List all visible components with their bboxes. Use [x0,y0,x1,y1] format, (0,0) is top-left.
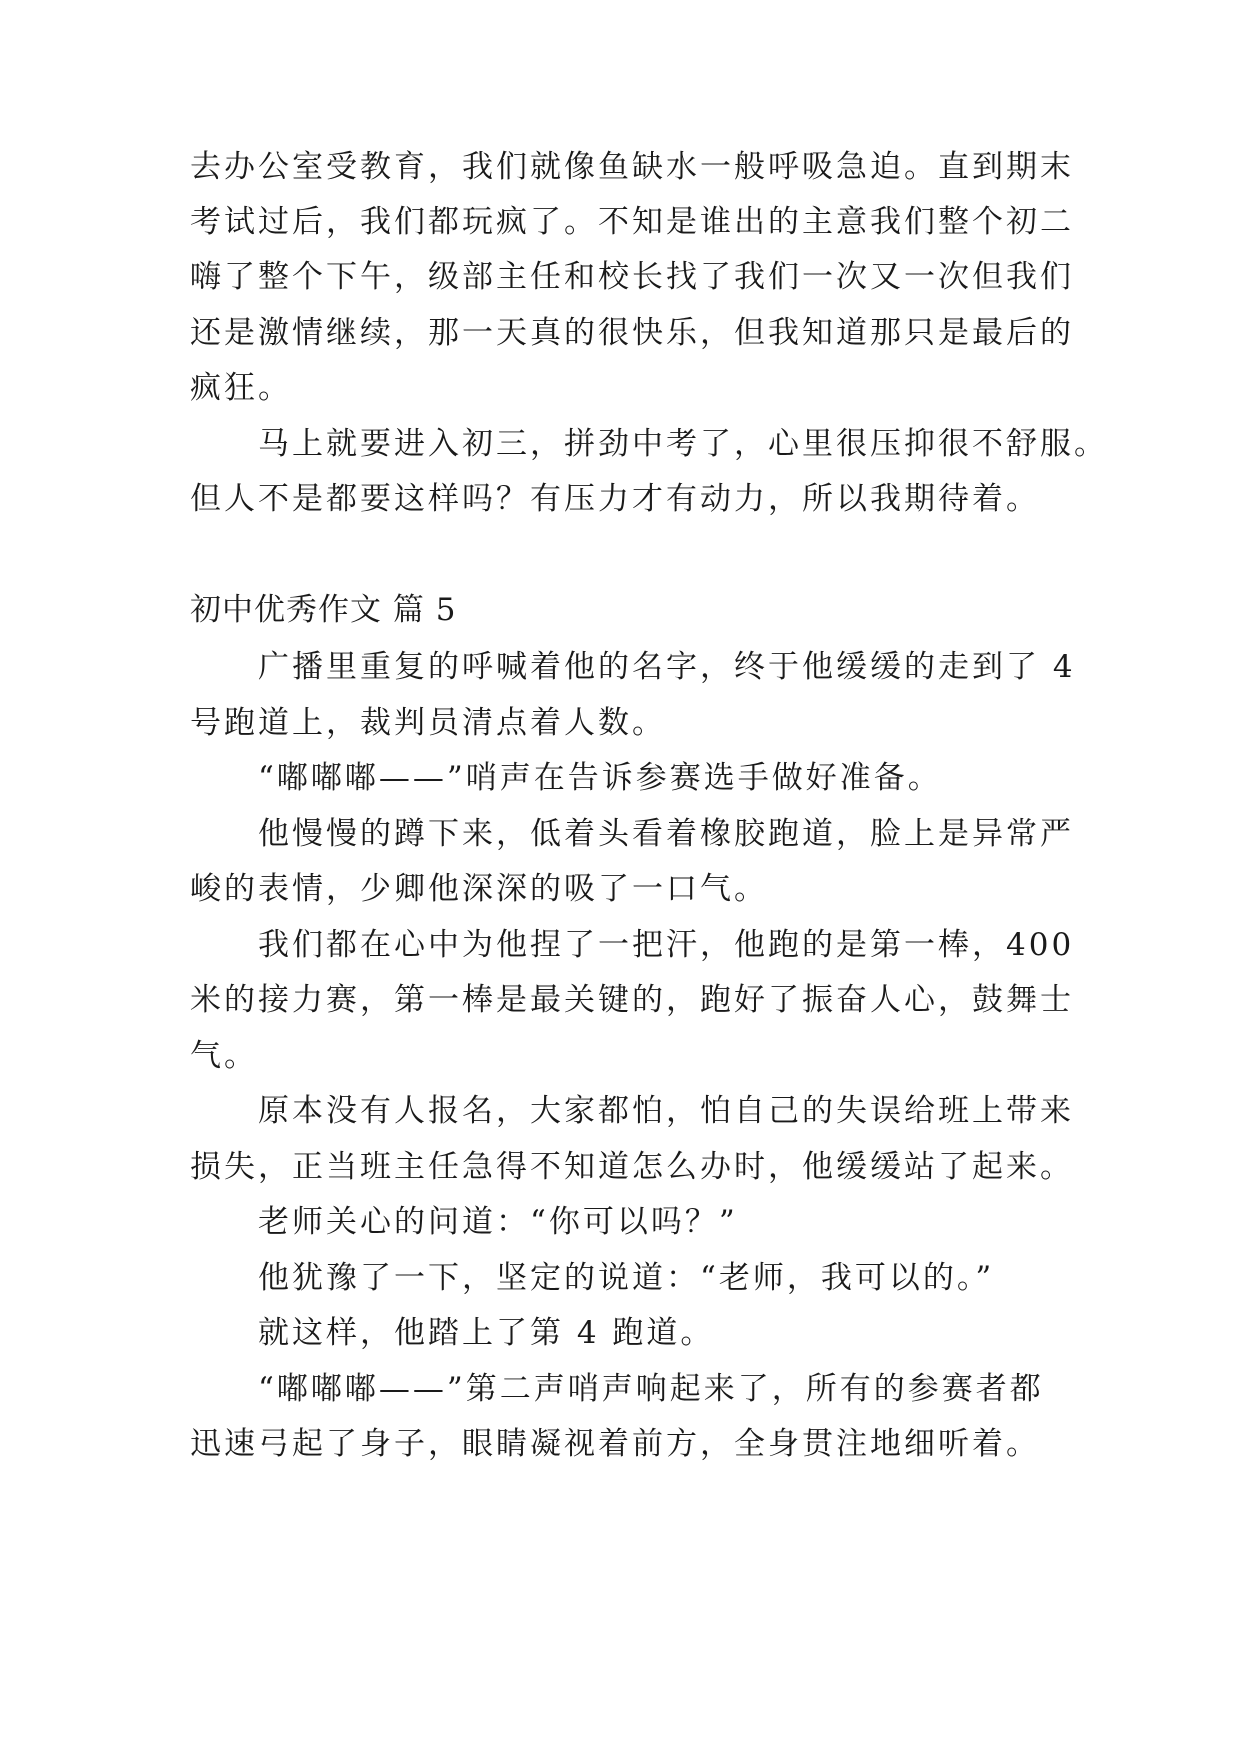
text-line: 他犹豫了一下，坚定的说道：“老师，我可以的。” [258,1260,995,1296]
text-line: 但人不是都要这样吗？有压力才有动力，所以我期待着。 [190,481,1040,517]
text-line: 考试过后，我们都玩疯了。不知是谁出的主意我们整个初二 [190,204,1074,240]
text-line: 损失，正当班主任急得不知道怎么办时，他缓缓站了起来。 [190,1149,1074,1185]
text-line: 马上就要进入初三，拼劲中考了，心里很压抑很不舒服。 [258,426,1108,462]
text-line: 峻的表情，少卿他深深的吸了一口气。 [190,871,768,907]
text-line: 去办公室受教育，我们就像鱼缺水一般呼吸急迫。直到期末 [190,149,1074,185]
text-line: “嘟嘟嘟——”哨声在告诉参赛选手做好准备。 [258,760,942,796]
text-line: 气。 [190,1038,258,1074]
text-line: 他慢慢的蹲下来，低着头看着橡胶跑道，脸上是异常严 [258,816,1074,852]
text-line: 就这样，他踏上了第 4 跑道。 [258,1315,715,1351]
text-line: 号跑道上，裁判员清点着人数。 [190,705,666,741]
text-line: 我们都在心中为他捏了一把汗，他跑的是第一棒，400 [258,927,1075,963]
text-line: “嘟嘟嘟——”第二声哨声响起来了，所有的参赛者都 [258,1371,1044,1407]
text-line: 广播里重复的呼喊着他的名字，终于他缓缓的走到了 4 [258,649,1076,685]
text-line: 迅速弓起了身子，眼睛凝视着前方，全身贯注地细听着。 [190,1426,1040,1462]
text-line: 疯狂。 [190,370,292,406]
text-line: 原本没有人报名，大家都怕，怕自己的失误给班上带来 [258,1093,1074,1129]
text-line: 米的接力赛，第一棒是最关键的，跑好了振奋人心，鼓舞士 [190,982,1074,1018]
text-line: 老师关心的问道：“你可以吗？” [258,1204,738,1240]
section-heading: 初中优秀作文 篇 5 [190,592,457,628]
text-line: 嗨了整个下午，级部主任和校长找了我们一次又一次但我们 [190,259,1074,295]
text-line: 还是激情继续，那一天真的很快乐，但我知道那只是最后的 [190,315,1074,351]
